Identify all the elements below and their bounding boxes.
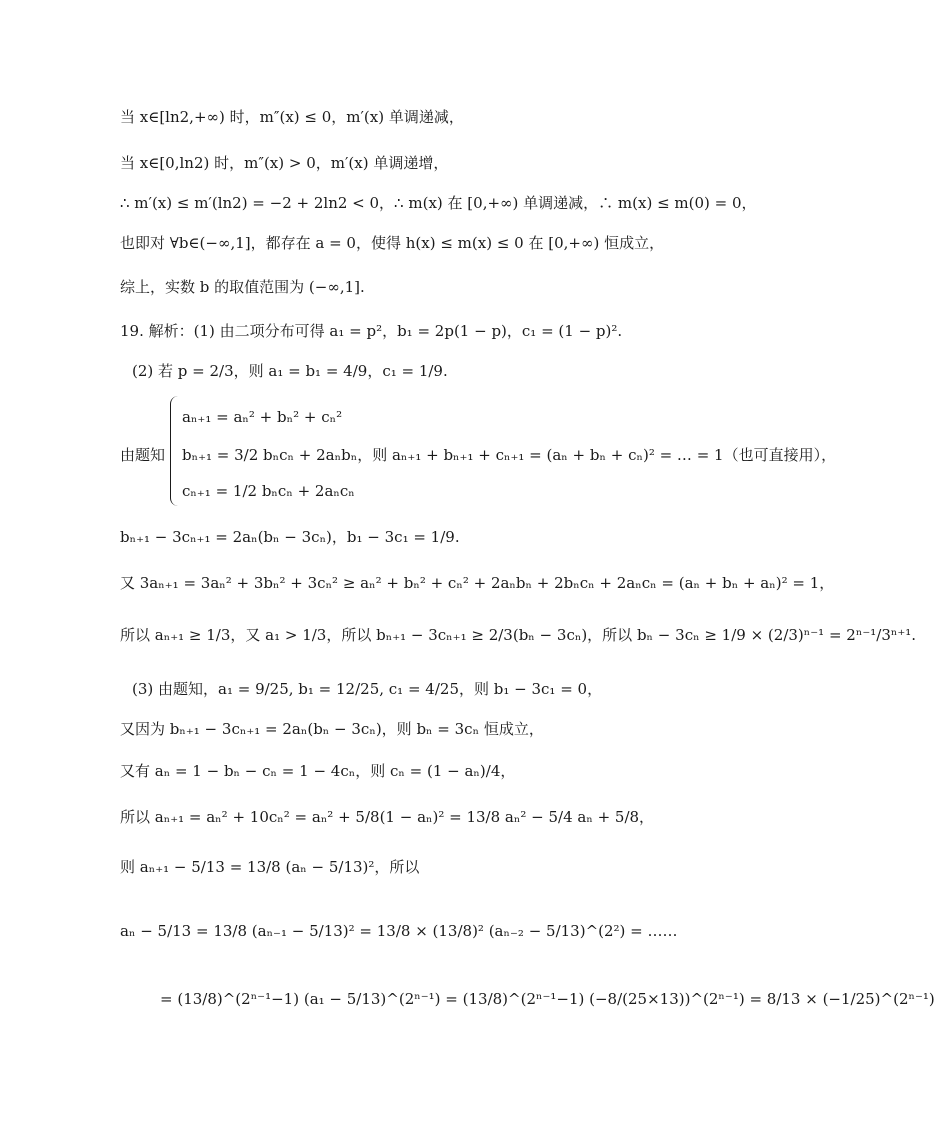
- equation-system: [120, 396, 837, 506]
- text-line-14: 所以 aₙ₊₁ = aₙ² + 10cₙ² = aₙ² + 5/8(1 − aₙ)² = 13/8 aₙ² − 5/4 aₙ + 5/8，: [120, 808, 655, 826]
- text-line-4: 也即对 ∀b∈(−∞,1]，都存在 a = 0，使得 h(x) ≤ m(x) ≤ 0 在 [0,+∞) 恒成立，: [120, 234, 665, 252]
- system-label: 由题知: [120, 446, 166, 464]
- text-line-10: 所以 aₙ₊₁ ≥ 1/3，又 a₁ > 1/3，所以 bₙ₊₁ − 3cₙ₊₁ ≥ 2/3(bₙ − 3cₙ)，所以 bₙ − 3cₙ ≥ 1/9 × (2/3)ⁿ⁻¹ = 2ⁿ⁻¹/3ⁿ⁺¹.: [120, 626, 917, 644]
- text-line-16: aₙ − 5/13 = 13/8 (aₙ₋₁ − 5/13)² = 13/8 × (13/8)² (aₙ₋₂ − 5/13)^(2²) = ……: [120, 922, 678, 940]
- text-line-13: 又有 aₙ = 1 − bₙ − cₙ = 1 − 4cₙ，则 cₙ = (1 − aₙ)/4，: [120, 762, 516, 780]
- system-eq-b: [182, 444, 836, 465]
- text-line-1: 当 x∈[ln2,+∞) 时，m″(x) ≤ 0，m′(x) 单调递减，: [120, 108, 464, 126]
- system-eq-a: aₙ₊₁ = aₙ² + bₙ² + cₙ²: [182, 408, 343, 426]
- system-eq-b-text: bₙ₊₁ = 3/2 bₙcₙ + 2aₙbₙ: [182, 446, 358, 464]
- text-line-2: 当 x∈[0,ln2) 时，m″(x) > 0，m′(x) 单调递增，: [120, 154, 449, 172]
- system-eq-c: cₙ₊₁ = 1/2 bₙcₙ + 2aₙcₙ: [182, 482, 355, 500]
- problem-19-part-3: (3) 由题知，a₁ = 9/25, b₁ = 12/25, c₁ = 4/25，则 b₁ − 3c₁ = 0，: [132, 680, 603, 698]
- text-line-5: 综上，实数 b 的取值范围为 (−∞,1].: [120, 278, 365, 296]
- text-line-12: 又因为 bₙ₊₁ − 3cₙ₊₁ = 2aₙ(bₙ − 3cₙ)，则 bₙ = 3cₙ 恒成立，: [120, 720, 544, 738]
- text-line-9: 又 3aₙ₊₁ = 3aₙ² + 3bₙ² + 3cₙ² ≥ aₙ² + bₙ² + cₙ² + 2aₙbₙ + 2bₙcₙ + 2aₙcₙ = (aₙ + bₙ + aₙ)² = 1，: [120, 574, 835, 592]
- problem-19-part-2: (2) 若 p = 2/3，则 a₁ = b₁ = 4/9，c₁ = 1/9.: [132, 362, 448, 380]
- left-brace: [170, 396, 179, 506]
- system-tail: ，则 aₙ₊₁ + bₙ₊₁ + cₙ₊₁ = (aₙ + bₙ + cₙ)² = … = 1（也可直接用），: [357, 446, 837, 464]
- text-line-8: bₙ₊₁ − 3cₙ₊₁ = 2aₙ(bₙ − 3cₙ)，b₁ − 3c₁ = 1/9.: [120, 528, 460, 546]
- text-line-3: ∴ m′(x) ≤ m′(ln2) = −2 + 2ln2 < 0，∴ m(x) 在 [0,+∞) 单调递减，∴ m(x) ≤ m(0) = 0，: [120, 194, 757, 212]
- problem-19-part-1: 19. 解析：(1) 由二项分布可得 a₁ = p²，b₁ = 2p(1 − p)，c₁ = (1 − p)².: [120, 322, 623, 340]
- text-line-15: 则 aₙ₊₁ − 5/13 = 13/8 (aₙ − 5/13)²，所以: [120, 858, 420, 876]
- text-line-17: = (13/8)^(2ⁿ⁻¹−1) (a₁ − 5/13)^(2ⁿ⁻¹) = (13/8)^(2ⁿ⁻¹−1) (−8/(25×13))^(2ⁿ⁻¹) = 8/13 × (−1/25)^(2ⁿ⁻¹): [160, 990, 935, 1008]
